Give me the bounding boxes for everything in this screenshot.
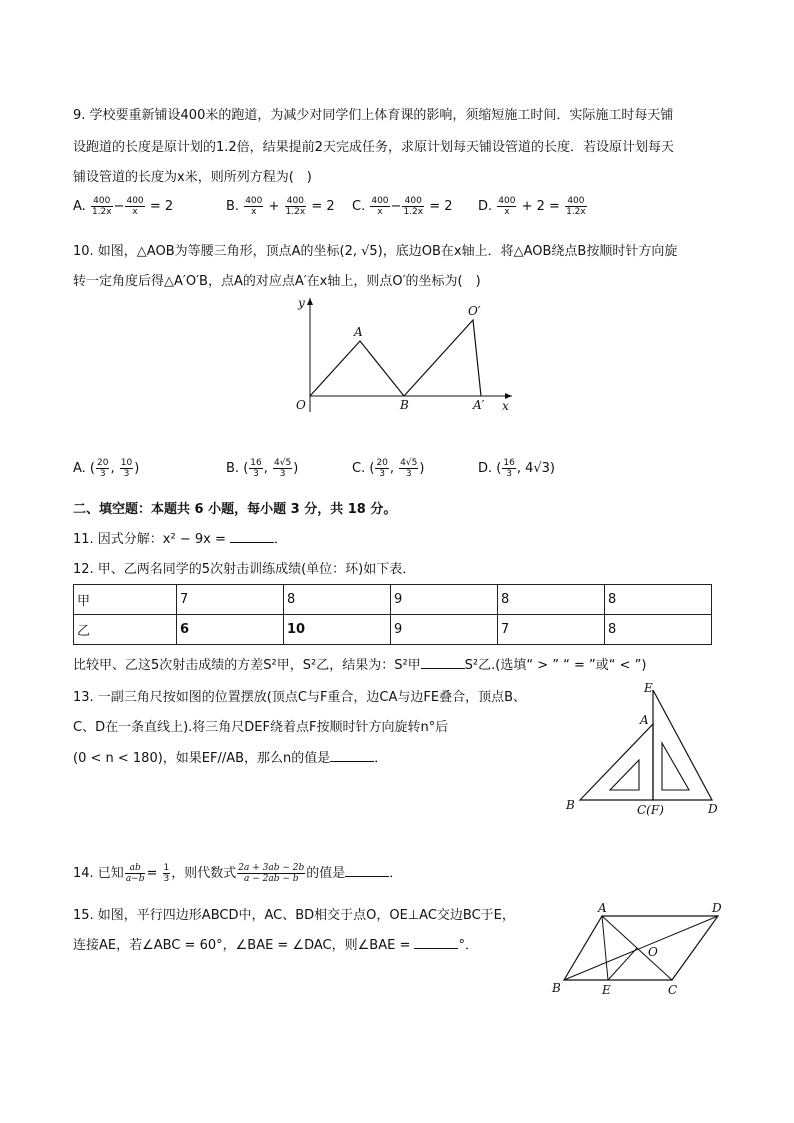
y-axis-arrow <box>307 298 313 305</box>
q10-line1: 10. 如图，△AOB为等腰三角形，顶点A的坐标(2, √5)，底边OB在x轴上．将△AOB绕点B按顺时针方向旋 <box>73 244 678 259</box>
label-a-prime: A′ <box>473 398 485 412</box>
segment-oe <box>608 948 637 980</box>
q15-line1: 15. 如图，平行四边形ABCD中，AC、BD相交于点O，OE⊥AC交边BC于E， <box>73 908 515 923</box>
q10-option-a[interactable]: A. ( $\frac{20}{3}$ , $\frac{10}{3}$ ) <box>73 458 140 479</box>
section-fill-in-title: 二、填空题：本题共 6 小题，每小题 3 分，共 18 分。 <box>73 502 397 517</box>
q10-option-b[interactable]: B. ( $\frac{16}{3}$ , $\frac{4√5}{3}$ ) <box>226 458 299 479</box>
q9-option-a[interactable]: A. $\frac{400}{1.2x}$ − $\frac{400}{x}$ = 2 <box>73 196 174 217</box>
table-row: 乙 6 10 9 7 8 <box>74 615 712 645</box>
q12-score-table <box>73 584 712 645</box>
triangle-a2o2b <box>404 320 481 396</box>
q10-option-d[interactable]: D. ( $\frac{16}{3}$ , 4√3) <box>478 458 555 479</box>
q9-option-d[interactable]: D. $\frac{400}{x}$ + 2 = $\frac{400}{1.2x}$ <box>478 196 586 217</box>
q15-line2: 连接AE，若∠ABC = 60°，∠BAE = ∠DAC，则∠BAE = °． <box>73 938 478 953</box>
q12-answer-blank[interactable] <box>421 656 465 669</box>
triangle-abc <box>580 724 653 800</box>
segment-ae <box>602 916 608 980</box>
label-a: A <box>640 713 649 727</box>
label-b: B <box>552 981 561 995</box>
q9-option-c[interactable]: C. $\frac{400}{x}$ − $\frac{400}{1.2x}$ = 2 <box>352 196 453 217</box>
q11: 11. 因式分解：x² − 9x = ． <box>73 532 288 547</box>
label-d: D <box>712 901 722 915</box>
q10-line2: 转一定角度后得△A′O′B，点A的对应点A′在x轴上，则点O′的坐标为( ) <box>73 274 481 289</box>
q13-figure <box>560 678 730 823</box>
label-x: x <box>502 399 509 413</box>
q12-line2: 比较甲、乙这5次射击成绩的方差S²甲，S²乙，结果为：S²甲 S²乙.(选填“ > ” “ = ”或“ < ”) <box>73 658 647 673</box>
label-b: B <box>400 398 409 412</box>
q15-figure <box>548 898 732 1002</box>
triangle-aob <box>310 341 404 396</box>
q12-line1: 12. 甲、乙两名同学的5次射击训练成绩(单位：环)如下表． <box>73 562 416 577</box>
q9-line1: 9. 学校要重新铺设400米的跑道，为减少对同学们上体育课的影响，须缩短施工时间．实际施工时每天铺 <box>73 108 674 123</box>
q11-answer-blank[interactable] <box>230 530 274 543</box>
q10-figure <box>280 290 530 420</box>
q9-option-b[interactable]: B. $\frac{400}{x}$ + $\frac{400}{1.2x}$ = 2 <box>226 196 335 217</box>
label-o: O <box>648 945 658 959</box>
label-o: O <box>296 398 306 412</box>
q13-line2: C、D在一条直线上).将三角尺DEF绕着点F按顺时针方向旋转n°后 <box>73 720 449 735</box>
q10-option-c[interactable]: C. ( $\frac{20}{3}$ , $\frac{4√5}{3}$ ) <box>352 458 425 479</box>
label-c: C <box>668 983 678 997</box>
label-y: y <box>298 296 305 310</box>
label-o-prime: O′ <box>468 304 481 318</box>
label-d: D <box>708 802 718 816</box>
table-row: 甲 7 8 9 8 8 <box>74 585 712 615</box>
q9-line3: 铺设管道的长度为x米，则所列方程为( ) <box>73 170 312 185</box>
q13-answer-blank[interactable] <box>330 749 374 762</box>
q9-line2: 设跑道的长度是原计划的1.2倍，结果提前2天完成任务，求原计划每天铺设管道的长度．若设原计划每天 <box>73 140 674 155</box>
label-b: B <box>566 798 575 812</box>
label-a: A <box>598 901 607 915</box>
label-cf: C(F) <box>637 803 664 817</box>
q15-answer-blank[interactable] <box>414 936 458 949</box>
label-a: A <box>354 325 363 339</box>
q13-line3: (0 < n < 180)，如果EF//AB，那么n的值是 ． <box>73 751 388 766</box>
q14: 14. 已知 $\frac{ab}{a-b}$ = $\frac{1}{3}$ ，则代数式 $\frac{2a + 3ab - 2b}{a - 2ab - b}$ 的值是 ． <box>73 863 403 884</box>
label-e: E <box>602 983 611 997</box>
q14-answer-blank[interactable] <box>345 864 389 877</box>
label-e: E <box>644 681 653 695</box>
q13-line1: 13. 一副三角尺按如图的位置摆放(顶点C与F重合，边CA与边FE叠合，顶点B、 <box>73 690 527 705</box>
